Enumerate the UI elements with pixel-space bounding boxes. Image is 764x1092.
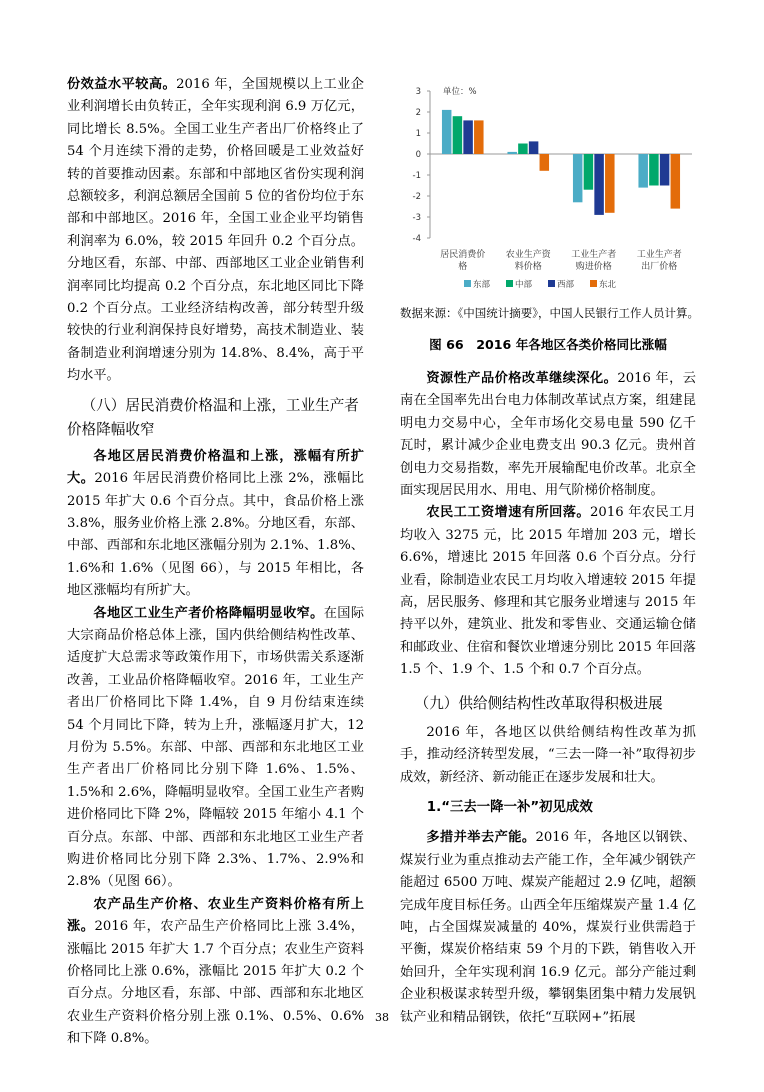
chart-y-tick-label: -1 [412,171,421,181]
chart-category-label: 农业生产资 [505,250,551,260]
paragraph-agri-prices: 农产品生产价格、农业生产资料价格有所上涨。2016 年，农产品生产价格同比上涨 3.4%，涨幅比 2015 年扩大 1.7 个百分点；农业生产资料价格同比上涨 0.6%，涨幅比 2015 年扩大 0.2 个百分点。分地区看，东部、中部、西部和东北地区农业生产资料价格分别上涨 0.1%、0.5%、0.6%和下降 0.8%。 [67,896,364,1047]
chart-y-tick-label: -4 [412,234,421,244]
section-heading-8: （八）居民消费价格温和上涨，工业生产者价格降幅收窄 [67,396,359,438]
data-source-note: 数据来源：《中国统计摘要》，中国人民银行工作人员计算。 [400,306,699,320]
chart-bar [605,154,615,213]
chart-y-tick-label: 1 [415,129,421,139]
chart-y-tick-label: -3 [412,213,421,223]
right-column [400,368,696,1029]
left-column [67,74,364,1051]
chart-bar [507,152,517,154]
chart-bar [529,141,539,154]
chart-y-tick-label: 0 [415,150,421,160]
chart-category-label: 出厂价格 [641,262,678,272]
paragraph-cpi: 各地区居民消费价格温和上涨，涨幅有所扩大。2016 年居民消费价格同比上涨 2%，涨幅比 2015 年扩大 0.6 个百分点。其中，食品价格上涨 3.8%，服务业价格上涨 2.8%。分地区看，东部、中部、西部和东北地区涨幅分别为 2.1%、1.8%、1.6%和 1.6%（见图 66），与 2015 年相比，各地区涨幅均有所扩大。 [67,448,364,599]
chart-legend-label: 中部 [515,280,533,290]
chart-bar [573,154,583,202]
chart-y-tick-label: 2 [415,108,421,118]
chart-legend-swatch [548,280,555,287]
chart-bar [540,154,550,171]
chart-bar [442,110,452,154]
chart-bar [638,154,648,188]
price-change-chart [400,74,696,306]
chart-bar [649,154,659,186]
chart-bar [453,116,463,154]
paragraph-migrant-wages: 农民工工资增速有所回落。2016 年农民工月均收入 3275 元，比 2015 年增加 203 元，增长 6.6%，增速比 2015 年回落 0.6 个百分点。分行业看，除制造业农民工月均收入增速较 2015 年提高，居民服务、修理和其它服务业增速与 2015 年持平以外，建筑业、批发和零售业、交通运输仓储和邮政业、住宿和餐饮业增速分别比 2015 年回落 1.5 个、1.9 个、1.5 个和 0.7 个百分点。 [400,505,696,678]
page-number: 38 [375,1011,389,1024]
chart-category-label: 料价格 [514,262,542,272]
chart-y-tick-label: -2 [412,192,421,202]
paragraph-ppi: 各地区工业生产者价格降幅明显收窄。在国际大宗商品价格总体上涨，国内供给侧结构性改革、适度扩大总需求等政策作用下，市场供需关系逐渐改善，工业品价格降幅收窄。2016 年，工业生产者出厂价格同比下降 1.4%，自 9 月份结束连续 54 个月同比下降，转为上升，涨幅逐月扩大，12 月份为 5.5%。东部、中部、西部和东北地区工业生产者出厂价格同比分别下降 1.6%、1.5%、1.5%和 2.6%，降幅明显收窄。全国工业生产者购进价格同比下降 2%，降幅较 2015 年缩小 4.1 个百分点。东部、中部、西部和东北地区工业生产者购进价格同比分别下降 2.3%、1.7%、2.9%和 2.8%（见图 66）。 [67,605,365,890]
chart-y-tick-label: 3 [415,87,421,97]
section-heading-9: （九）供给侧结构性改革取得积极进展 [414,694,663,712]
chart-bar [463,120,473,154]
chart-legend-swatch [590,280,597,287]
chart-bar [660,154,670,186]
chart-category-label: 工业生产者 [636,250,682,260]
chart-legend-swatch [506,280,513,287]
chart-bar [671,154,681,209]
chart-bar [518,144,528,155]
chart-category-label: 购进价格 [575,262,612,272]
chart-legend-swatch [464,280,471,287]
chart-bar [594,154,604,215]
chart-category-label: 居民消费价 [440,250,486,260]
paragraph-profit: 份效益水平较高。2016 年，全国规模以上工业企业利润增长由负转正，全年实现利润 6.9 万亿元，同比增长 8.5%。全国工业生产者出厂价格终止了 54 个月连续下滑的走势，价格回暖是工业效益好转的首要推动因素。东部和中部地区省份实现利润总额较多，利润总额居全国前 5 位的省份均位于东部和中部地区。2016 年，全国工业企业平均销售利润率为 6.0%，较 2015 年回升 0.2 个百分点。分地区看，东部、中部、西部地区工业企业销售利润率同比均提高 0.2 个百分点，东北地区同比下降 0.2 个百分点。工业经济结构改善，部分转型升级较快的行业利润保持良好增势，高技术制造业、装备制造业利润增速分别为 14.8%、8.4%，高于平均水平。 [67,77,364,384]
paragraph-resource-pricing: 资源性产品价格改革继续深化。2016 年，云南在全国率先出台电力体制改革试点方案，组建昆明电力交易中心，全年市场化交易电量 590 亿千瓦时，累计减少企业电费支出 90.3 亿元。贵州首创电力交易指数，率先开展输配电价改革。北京全面实现居民用水、用电、用气阶梯价格制度。 [400,371,696,499]
paragraph-supply-side: 2016 年，各地区以供给侧结构性改革为抓手，推动经济转型发展，“三去一降一补”取得初步成效，新经济、新动能正在逐步发展和壮大。 [400,724,696,785]
figure-caption: 图 66 2016 年各地区各类价格同比涨幅 [429,337,667,352]
paragraph-capacity-cut: 多措并举去产能。2016 年，各地区以钢铁、煤炭行业为重点推动去产能工作，全年减少钢铁产能超过 6500 万吨、煤炭产能超过 2.9 亿吨，超额完成年度目标任务。山西全年压缩煤炭产量 1.4 亿吨，占全国煤炭减量的 40%，煤炭行业供需趋于平衡，煤炭价格结束 59 个月的下跌，销售收入开始回升，全年实现利润 16.9 亿元。部分产能过剩企业积极谋求转型升级，攀钢集团集中精力发展钒钛产业和精品钢铁，依托“互联网+”拓展 [400,830,696,1025]
chart-bar [584,154,594,190]
chart-bar [474,120,484,154]
chart-category-label: 格 [458,262,468,272]
chart-legend-label: 东北 [599,280,617,290]
chart-legend-label: 西部 [557,280,575,290]
chart-svg [400,74,696,306]
chart-legend-label: 东部 [473,280,491,290]
chart-category-label: 工业生产者 [571,250,617,260]
chart-unit-label: 单位：% [443,87,477,97]
subsection-heading-1: 1.“三去一降一补”初见成效 [426,799,593,815]
